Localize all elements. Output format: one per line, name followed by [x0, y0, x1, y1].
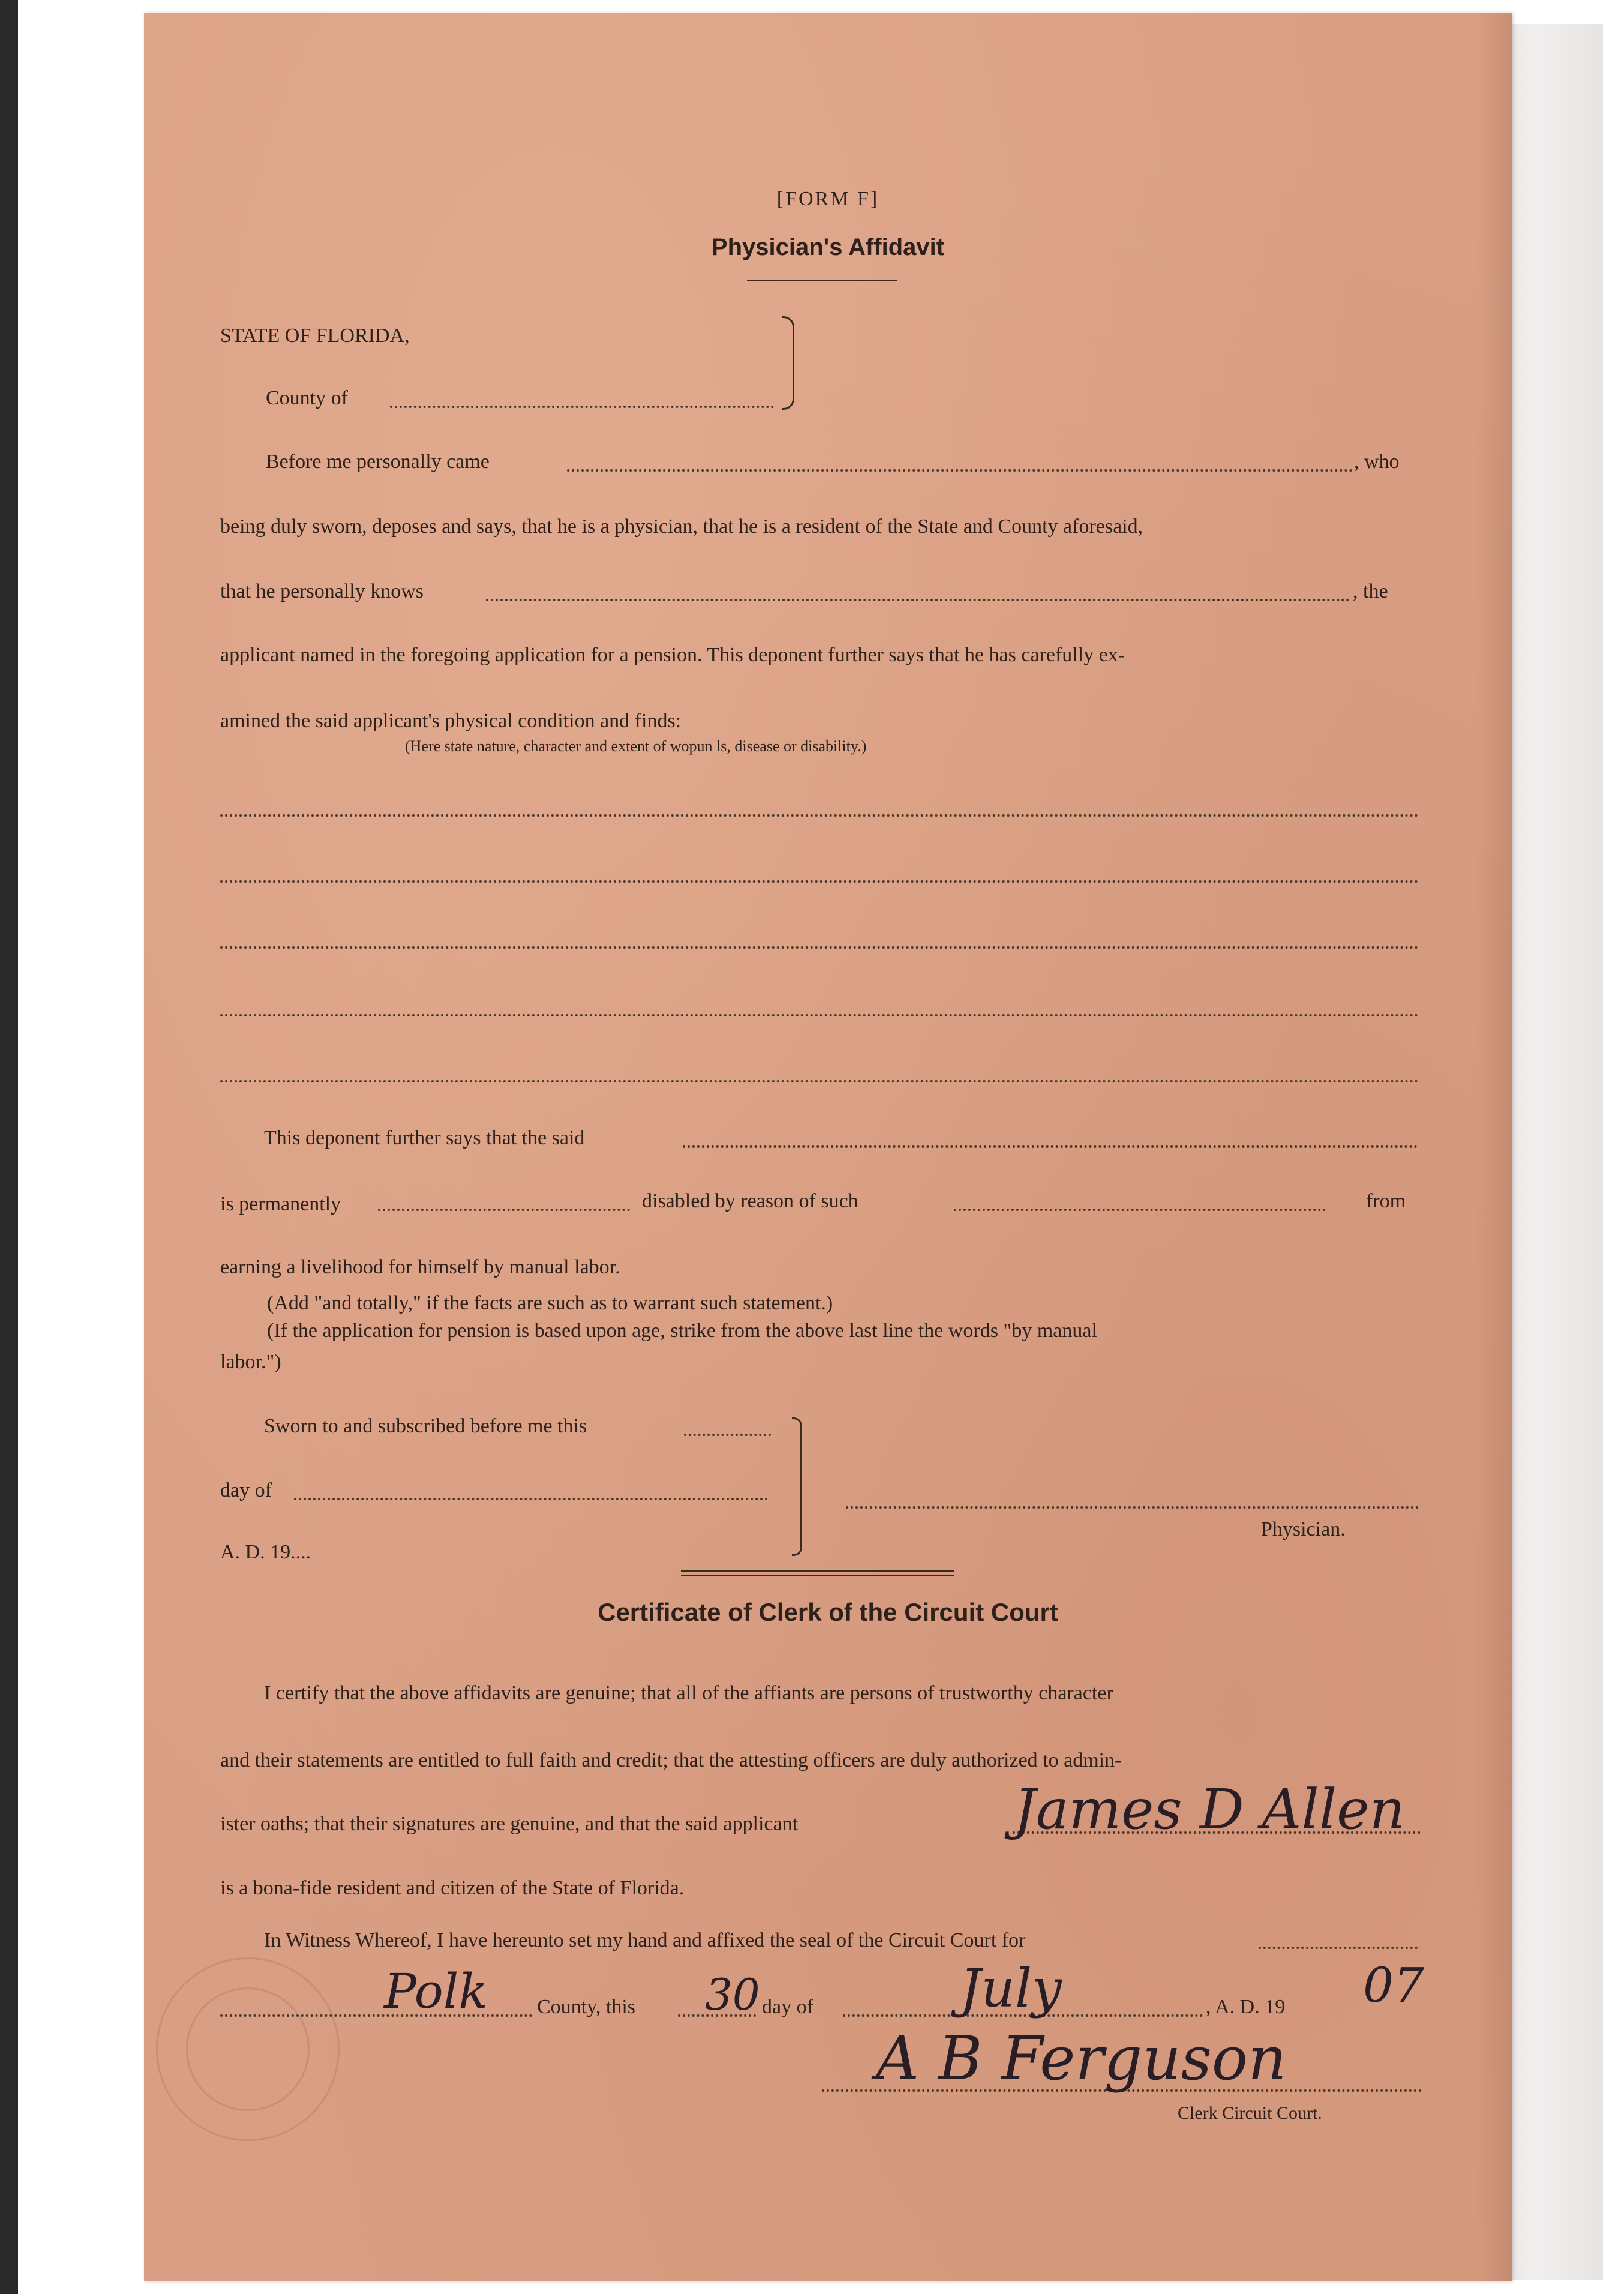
embossed-seal-inner	[186, 1987, 310, 2111]
findings-line-3	[220, 946, 1419, 949]
the-label: , the	[1353, 580, 1388, 602]
form-label: [FORM F]	[776, 188, 879, 210]
venue-brace	[782, 316, 794, 410]
county-label: County of	[266, 387, 348, 409]
cause-field	[954, 1209, 1326, 1211]
day-of-label: day of	[220, 1479, 272, 1501]
scan-backdrop	[0, 0, 18, 2294]
jurat-day-field	[684, 1434, 771, 1436]
sworn-before: Sworn to and subscribed before me this	[264, 1415, 587, 1437]
form-sheet	[144, 13, 1512, 2281]
section-rule-bottom	[681, 1575, 954, 1576]
month-handwritten: July	[960, 1957, 1062, 2019]
physician-signature-line	[846, 1506, 1419, 1509]
day-handwritten: 30	[705, 1969, 760, 2020]
findings-line-5	[220, 1080, 1419, 1082]
state-label: STATE OF FLORIDA,	[220, 325, 410, 347]
who-label: , who	[1354, 451, 1400, 473]
findings-line-4	[220, 1014, 1419, 1016]
witness-line: In Witness Whereof, I have hereunto set my hand and affixed the seal of the Circuit Court for	[264, 1929, 1026, 1951]
county-this-label: County, this	[537, 1996, 636, 2018]
permanently-label: is permanently	[220, 1193, 341, 1215]
court-field	[1259, 1947, 1418, 1949]
clerk-signature: A B Ferguson	[876, 2023, 1287, 2094]
cert-line-3: ister oaths; that their signatures are genuine, and that the said applicant	[220, 1813, 799, 1835]
clerk-label: Clerk Circuit Court.	[1178, 2103, 1322, 2123]
note-totally: (Add "and totally," if the facts are such as to warrant such statement.)	[267, 1292, 833, 1314]
section-rule-top	[681, 1570, 954, 1572]
findings-line-1	[220, 814, 1419, 817]
ad-label-2: , A. D. 19	[1206, 1996, 1286, 2018]
further-says: This deponent further says that the said	[264, 1127, 585, 1149]
findings-line-2	[220, 880, 1419, 883]
degree-field	[378, 1209, 630, 1211]
deponent-field	[567, 469, 1353, 472]
disabled-label: disabled by reason of such	[642, 1190, 858, 1212]
knows-label: that he personally knows	[220, 580, 424, 602]
sworn-line: being duly sworn, deposes and says, that he is a physician, that he is a resident of the State and County aforesaid,	[220, 515, 1143, 538]
cert-line-4: is a bona-fide resident and citizen of the State of Florida.	[220, 1877, 685, 1899]
before-me-label: Before me personally came	[266, 451, 490, 473]
form-title: Physician's Affidavit	[711, 234, 945, 260]
applicant-line: applicant named in the foregoing application for a pension. This deponent further says that he has carefully ex-	[220, 644, 1125, 666]
note-age-end: labor.")	[220, 1351, 281, 1373]
said-field	[683, 1145, 1418, 1148]
certificate-title: Certificate of Clerk of the Circuit Court	[598, 1598, 1058, 1626]
earning-line: earning a livelihood for himself by manual labor.	[220, 1256, 620, 1278]
jurat-month-field	[294, 1498, 768, 1500]
physician-label: Physician.	[1261, 1518, 1346, 1540]
applicant-name-handwritten: James D Allen	[1014, 1777, 1405, 1842]
knows-field	[486, 599, 1350, 601]
note-age: (If the application for pension is based upon age, strike from the above last line the words "by manual	[267, 1320, 1097, 1342]
county-handwritten: Polk	[384, 1963, 488, 2019]
title-rule	[747, 280, 897, 281]
county-field	[390, 406, 774, 408]
jurat-brace	[792, 1417, 802, 1556]
ad-label: A. D. 19....	[220, 1541, 311, 1563]
wounds-instruction: (Here state nature, character and extent of wopun ls, disease or disability.)	[405, 737, 867, 755]
examined-line: amined the said applicant's physical condition and finds:	[220, 710, 682, 732]
from-label: from	[1366, 1190, 1406, 1212]
day-of-label-2: day of	[762, 1996, 813, 2018]
year-handwritten: 07	[1363, 1957, 1424, 2013]
cert-line-1: I certify that the above affidavits are genuine; that all of the affiants are persons of trustworthy character	[264, 1682, 1113, 1704]
cert-line-2: and their statements are entitled to full faith and credit; that the attesting officers are duly authorized to admin-	[220, 1749, 1122, 1771]
